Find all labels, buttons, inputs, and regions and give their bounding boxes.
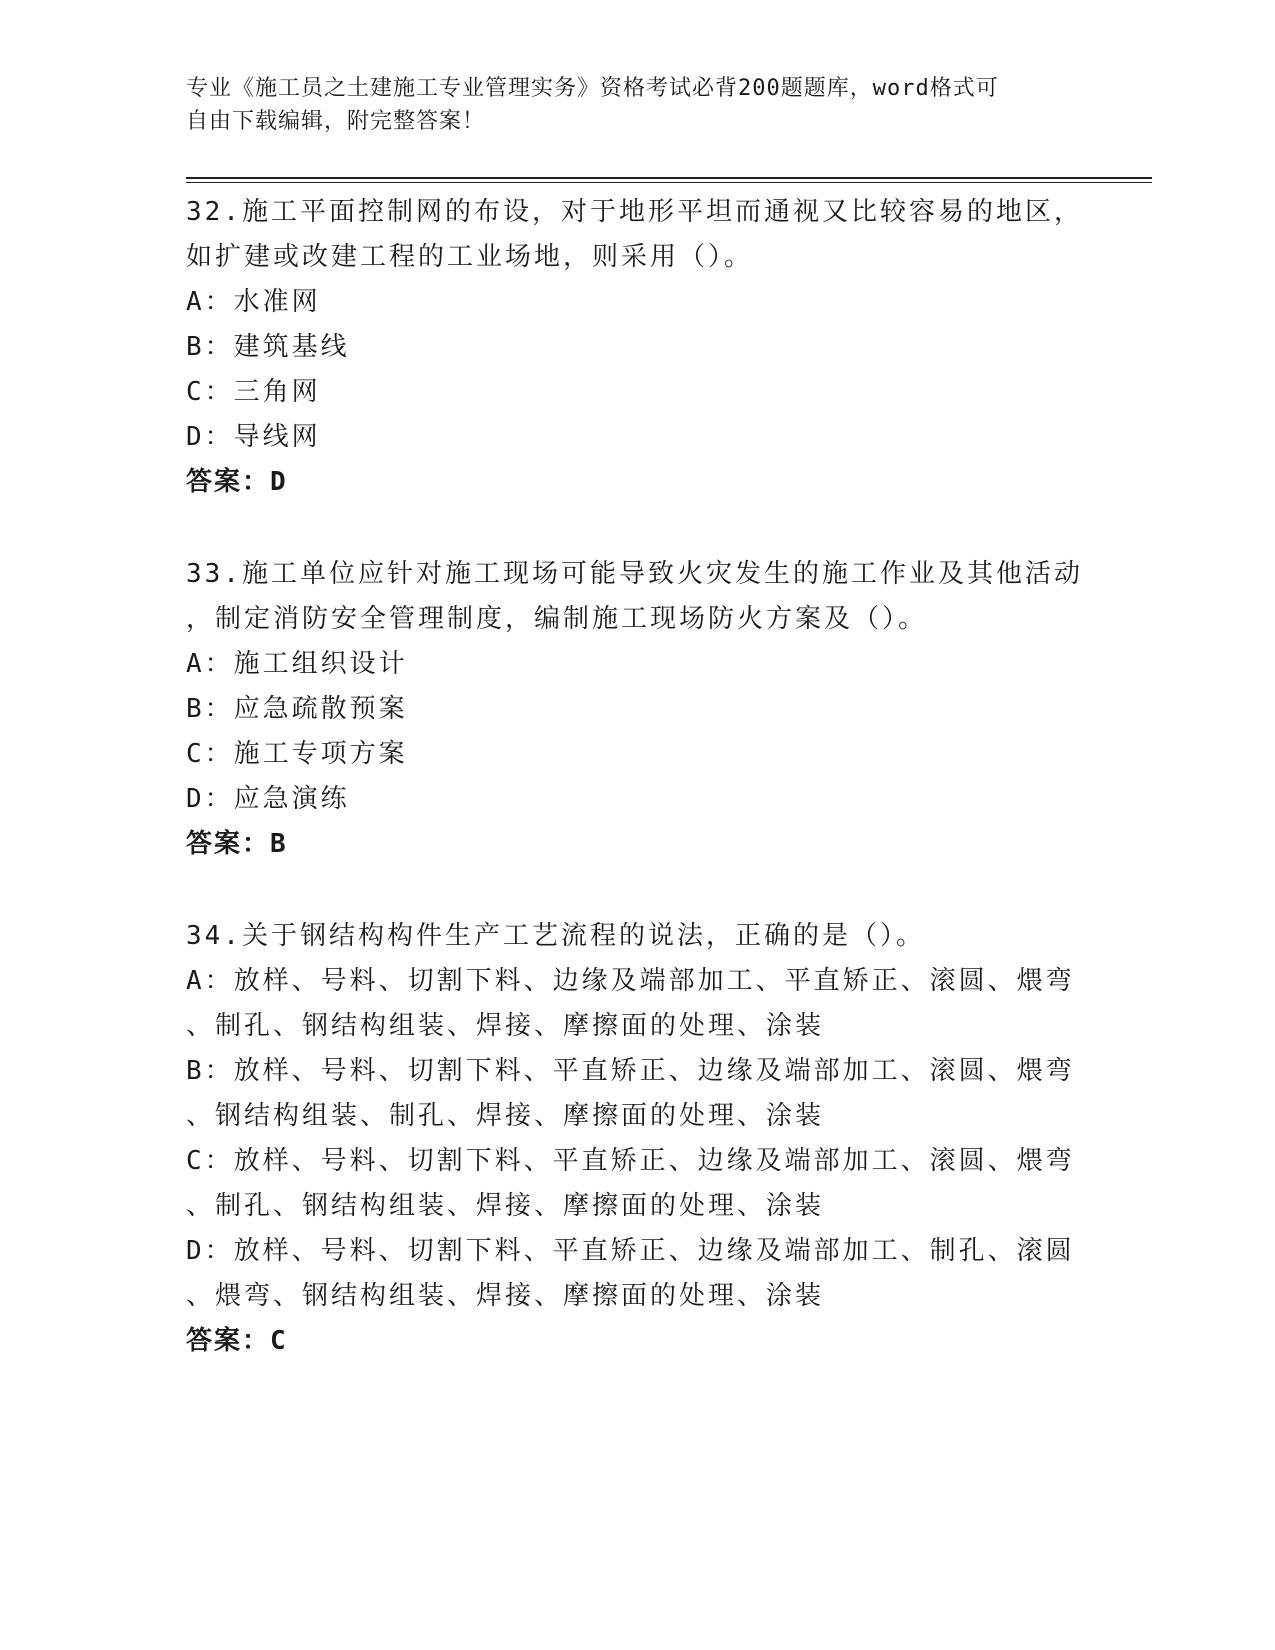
option-a [186, 959, 1086, 1049]
header-line-1: 专业《施工员之土建施工专业管理实务》资格考试必背200题题库，word格式可 [186, 76, 999, 101]
option-c: C：三角网 [186, 377, 321, 407]
option-b: B：建筑基线 [186, 332, 350, 362]
document-header [186, 72, 1066, 138]
option-d: D：导线网 [186, 422, 321, 452]
option-b [186, 1049, 1086, 1139]
question-32 [186, 190, 1086, 505]
spacer [186, 505, 1086, 552]
question-list [186, 190, 1086, 1364]
option-a: A：施工组织设计 [186, 649, 408, 679]
option-d: D：应急演练 [186, 784, 350, 814]
option-a: A：水准网 [186, 287, 321, 317]
spacer [186, 867, 1086, 914]
option-c-line-2: 、制孔、钢结构组装、焊接、摩擦面的处理、涂装 [186, 1191, 825, 1221]
question-34 [186, 914, 1086, 1364]
question-stem-line: ，制定消防安全管理制度，编制施工现场防火方案及（）。 [186, 604, 928, 634]
question-33 [186, 552, 1086, 867]
option-b: B：应急疏散预案 [186, 694, 408, 724]
option-a-line-2: 、制孔、钢结构组装、焊接、摩擦面的处理、涂装 [186, 1011, 825, 1041]
question-stem-line: 如扩建或改建工程的工业场地，则采用（）。 [186, 242, 754, 272]
option-d-line-2: 、煨弯、钢结构组装、焊接、摩擦面的处理、涂装 [186, 1281, 825, 1311]
header-line-2: 自由下载编辑，附完整答案！ [186, 109, 486, 134]
answer-line: 答案：D [186, 467, 288, 497]
option-d-line-1: D：放样、号料、切割下料、平直矫正、边缘及端部加工、制孔、滚圆 [186, 1236, 1075, 1266]
option-d [186, 1229, 1086, 1319]
header-divider-thin [186, 182, 1152, 183]
question-stem-line: 32.施工平面控制网的布设，对于地形平坦而通视又比较容易的地区， [186, 197, 1083, 227]
question-stem-line: 34.关于钢结构构件生产工艺流程的说法，正确的是（）。 [186, 921, 925, 951]
answer-line: 答案：B [186, 829, 288, 859]
answer-line: 答案：C [186, 1326, 288, 1356]
option-b-line-1: B：放样、号料、切割下料、平直矫正、边缘及端部加工、滚圆、煨弯 [186, 1056, 1075, 1086]
option-b-line-2: 、钢结构组装、制孔、焊接、摩擦面的处理、涂装 [186, 1101, 825, 1131]
option-c: C：施工专项方案 [186, 739, 408, 769]
option-c [186, 1139, 1086, 1229]
header-divider-thick [186, 177, 1152, 179]
question-stem-line: 33.施工单位应针对施工现场可能导致火灾发生的施工作业及其他活动 [186, 559, 1083, 589]
option-c-line-1: C：放样、号料、切割下料、平直矫正、边缘及端部加工、滚圆、煨弯 [186, 1146, 1075, 1176]
option-a-line-1: A：放样、号料、切割下料、边缘及端部加工、平直矫正、滚圆、煨弯 [186, 966, 1075, 996]
